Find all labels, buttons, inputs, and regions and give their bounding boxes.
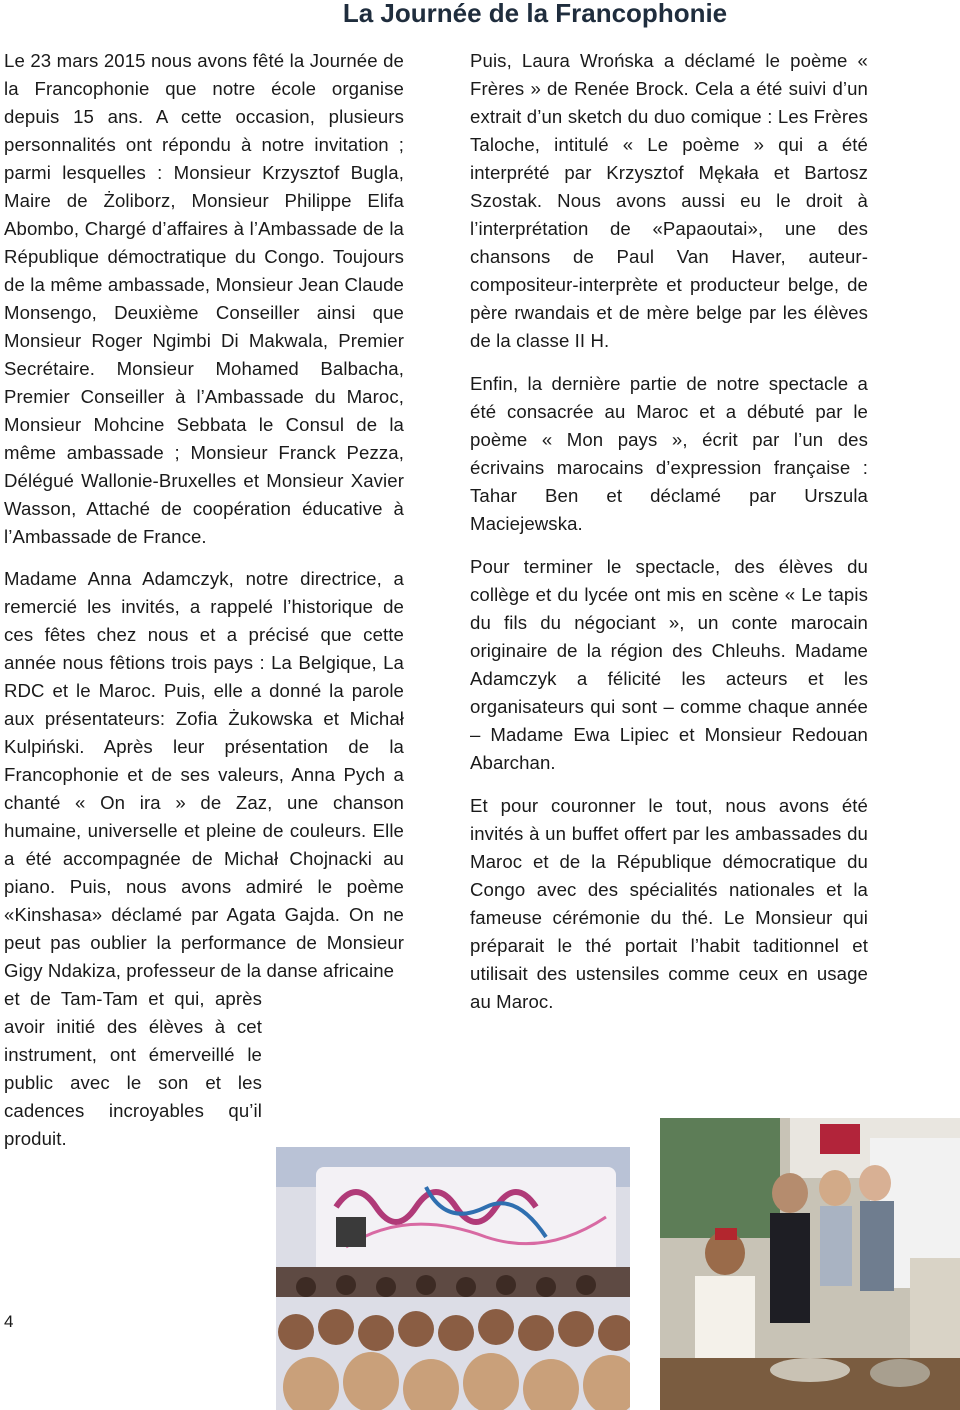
right-paragraph-3: Pour terminer le spectacle, des élèves du collège et du lycée ont mis en scène « Le tapis du fils du négociant », un conte marocain originaire de la région des Chleuhs. Madame Adamczyk a félicité les acteurs et les organisateurs qui sont – comme chaque année – Madame Ewa Lipiec et Monsieur Redouan Abarchan.: [470, 556, 868, 773]
tea-ceremony-photo: [660, 1118, 960, 1410]
page-title: La Journée de la Francophonie: [342, 0, 728, 28]
right-paragraph-2: Enfin, la dernière partie de notre spectacle a été consacrée au Maroc et a débuté par le poème « Mon pays », écrit par l’un des écrivains marocains d’expression française : Tahar Ben et déclamé par Urszula Maciejewska.: [470, 373, 868, 534]
audience-photo: [276, 1147, 630, 1410]
left-paragraph-2-tail: et de Tam-Tam et qui, après avoir initié des élèves à cet instrument, ont émerveillé le public avec le son et les cadences incroyables qu’il produit.: [4, 988, 262, 1149]
right-paragraph-4: Et pour couronner le tout, nous avons été invités à un buffet offert par les ambassades du Maroc et de la République démocratique du Congo avec des spécialités nationales et la fameuse cérémonie du thé. Le Monsieur qui préparait le thé portait l’habit taditionnel et utilisait des ustensiles comme ceux en usage au Maroc.: [470, 795, 868, 1012]
left-column: [4, 47, 404, 1153]
left-paragraph-2: [4, 565, 404, 1153]
left-paragraph-1: Le 23 mars 2015 nous avons fêté la Journée de la Francophonie que notre école organise depuis 15 ans. A cette occasion, plusieurs personnalités ont répondu à notre invitation ; parmi lesquelles : Monsieur Krzysztof Bugla, Maire de Żoliborz, Monsieur Philippe Elifa Abombo, Chargé d’affaires à l’Ambassade de la République démoctratique du Congo. Toujours de la même ambassade, Monsieur Jean Claude Monsengo, Deuxième Conseiller ainsi que Monsieur Roger Ngimbi Di Makwala, Premier Secrétaire. Monsieur Mohamed Balbacha, Premier Conseiller à l’Ambassade du Maroc, Monsieur Mohcine Sebbata le Consul de la même ambassade ; Monsieur Franck Pezza, Délégué Wallonie-Bruxelles et Monsieur Xavier Wasson, Attaché de coopération éducative à l’Ambassade de France.: [4, 50, 404, 547]
page-number: 4: [4, 1312, 14, 1331]
left-paragraph-2-body: Madame Anna Adamczyk, notre directrice, a remercié les invités, a rappelé l’historique de ces fêtes chez nous et a précisé que cette année nous fêtions trois pays : La Belgique, La RDC et le Maroc. Puis, elle a donné la parole aux présentateurs: Zofia Żukowska et Michał Kulpiński. Après leur présentation de la Francophonie et de ses valeurs, Anna Pych a chanté « On ira » de Zaz, une chanson humaine, universelle et pleine de couleurs. Elle a été accompagnée de Michał Chojnacki au piano. Puis, nous avons admiré le poème «Kinshasa» déclamé par Agata Gajda. On ne peut pas oublier la performance de Monsieur Gigy Ndakiza, professeur de la danse africaine: [4, 568, 404, 981]
right-paragraph-1: Puis, Laura Wrońska a déclamé le poème « Frères » de Renée Brock. Cela a été suivi d’un extrait d’un sketch du duo comique : Les Frères Taloche, intitulé « Le poème » qui a été interprété par Krzysztof Mękała et Bartosz Szostak. Nous avons aussi eu le droit à l’interprétation de «Papaoutai», une des chansons de Paul Van Haver, auteur-compositeur-interprète et producteur belge, de père rwandais et de mère belge par les élèves de la classe II H.: [470, 50, 868, 351]
right-column: [470, 47, 868, 1016]
